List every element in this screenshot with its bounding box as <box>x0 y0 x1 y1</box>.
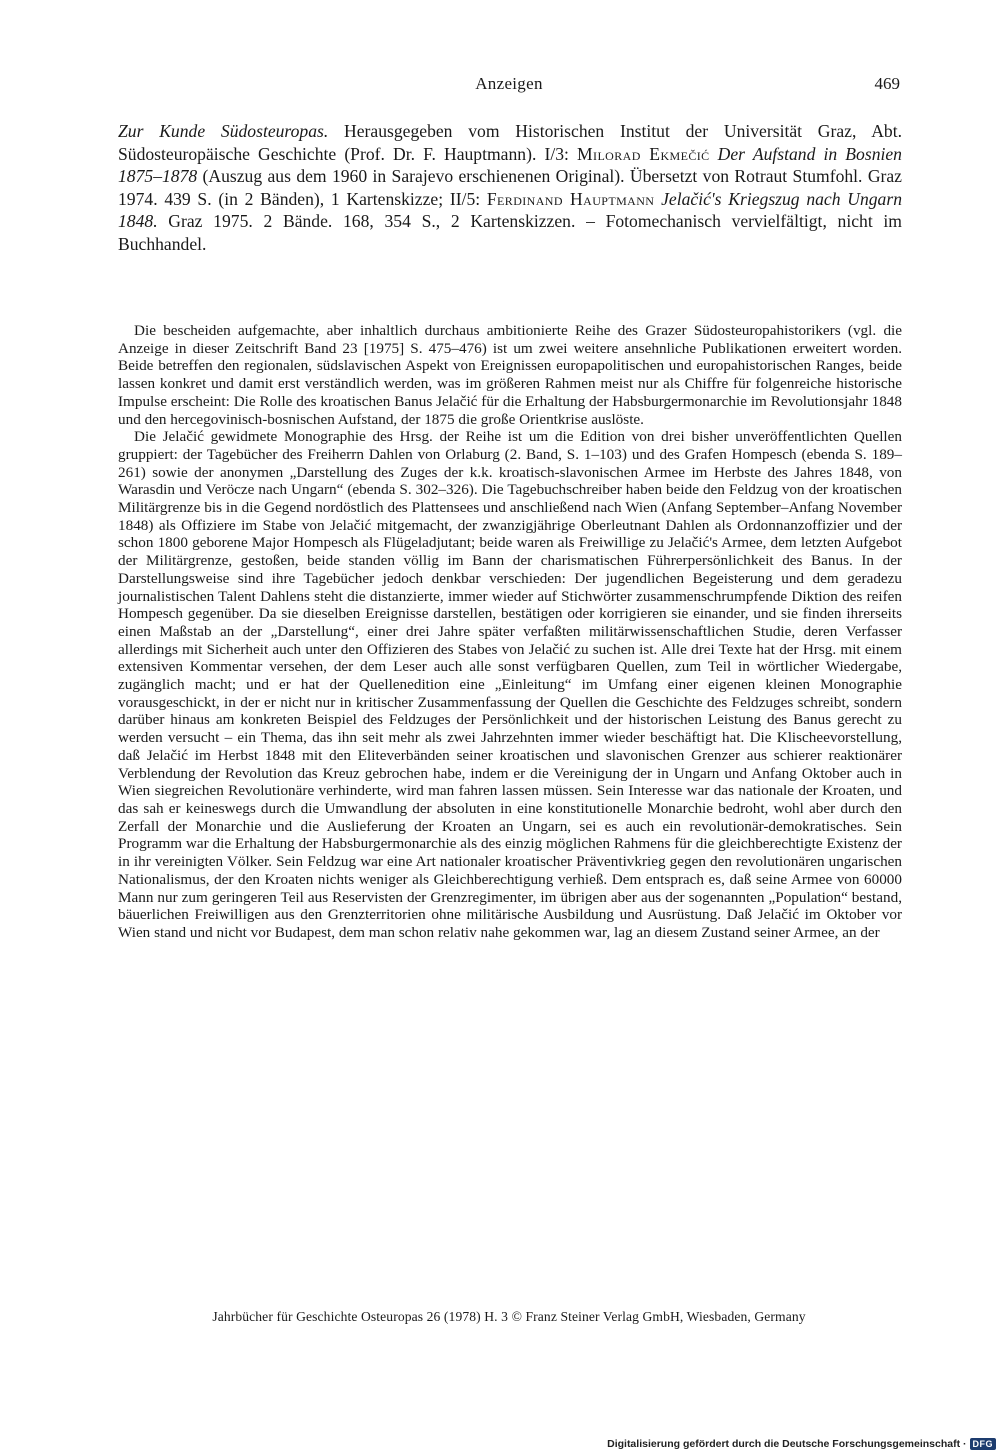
series-title: Zur Kunde Südosteuropas. <box>118 121 329 141</box>
publisher-info: Herausgegeben vom Historischen Institut der Universität Graz, Abt. Südosteuropäische Geschichte (Prof. Dr. F. Hauptmann). I/3: <box>118 121 902 164</box>
review-body <box>118 322 902 942</box>
title-aufstand: Der Aufstand in Bosnien 1875–1878 <box>118 143 902 187</box>
page-header <box>118 74 900 98</box>
dfg-logo-icon: DFG <box>970 1438 997 1450</box>
digitization-note <box>607 1438 996 1450</box>
digitization-text: Digitalisierung gefördert durch die Deutsche Forschungsgemeinschaft · <box>607 1438 967 1450</box>
title-kriegszug: Jelačić's Kriegszug nach Ungarn 1848. <box>118 188 903 232</box>
paragraph-jelacic: Die Jelačić gewidmete Monographie des Hrsg. der Reihe ist um die Edition von drei bisher unveröffentlichten Quellen gruppiert: der Tagebücher des Freiherrn Dahlen von Orlaburg (2. Band, S. 1–103) und des Grafen Hompesch (ebenda S. 189–261) sowie der anonymen „Darstellung des Zuges der k.k. kroatisch-slavonischen Armee im Herbste des Jahres 1848, von Warasdin und Veröcze nach Ungarn“ (ebenda S. 302–326). Die Tagebuchschreiber haben beide den Feldzug von der kroatischen Militärgrenze bis in die Gegend nordöstlich des Plattensees und anschließend nach Wien (Anfang September–Anfang November 1848) als Offiziere im Stabe von Jelačić mitgemacht, der zwanzigjährige Oberleutnant Dahlen als Ordonnanzoffizier und der schon 1800 geborene Major Hompesch als Flügeladjutant; beide waren als Freiwillige zu Jelačić's Armee, dem letzten Aufgebot der Militärgrenze, gestoßen, beide standen völlig im Bann der charismatischen Führerpersönlichkeit des Banus. In der Darstellungsweise sind ihre Tagebücher jedoch denkbar verschieden: Der jugendlichen Begeisterung und dem geradezu journalistischen Talent Dahlens steht die distanzierte, immer wieder auf Stichwörter zusammenschrumpfende Diktion des reifen Hompesch gegenüber. Da sie dieselben Ereignisse darstellen, bestätigen oder korrigieren sie einander, und sie finden ihrerseits einen Maßstab an der „Darstellung“, einer drei Jahre später verfaßten militärwissenschaftlichen Studie, deren Verfasser allerdings mit Sicherheit auch unter den Offizieren des Stabes von Jelačić zu suchen ist. Alle drei Texte hat der Hrsg. mit einem extensiven Kommentar versehen, der dem Leser auch alle sonst verfügbaren Quellen, zum Teil in wörtlicher Wiedergabe, zugänglich macht; und er hat der Quellenedition eine „Einleitung“ im Umfang einer eigenen kleinen Monographie vorausgeschickt, in der er nicht nur in kritischer Zusammenfassung der Quellen die Geschichte des Feldzuges schreibt, sondern darüber hinaus am konkreten Beispiel des Feldzuges der Persönlichkeit und der historischen Leistung des Banus gerecht zu werden versucht – ein Thema, das ihn seit mehr als zwei Jahrzehnten immer wieder beschäftigt hat. Die Klischeevorstellung, daß Jelačić im Herbst 1848 mit den Eliteverbänden seiner kroatischen und slavonischen Grenzer aus schierer reaktionärer Verblendung der Revolution das Kreuz gebrochen habe, indem er die Vereinigung der in Ungarn und Anfang Oktober auch in Wien siegreichen Revolutionäre verhinderte, wird man fahren lassen müssen. Sein Interesse war das nationale der Kroaten, und das sah er keineswegs durch die Umwandlung der absoluten in eine konstitutionelle Monarchie bedroht, wohl aber durch den Zerfall der Monarchie und die Auslieferung der Kroaten an Ungarn, sei es auch ein revolutionär-demokratisches. Sein Programm war die Erhaltung der Habsburgermonarchie als des einzig möglichen Rahmens für die gleichberechtigte Existenz der in ihr vereinigten Völker. Sein Feldzug war eine Art nationaler kroatischer Präventivkrieg gegen den revolutionären ungarischen Nationalismus, der den Kroaten nichts weniger als Gleichberechtigung verhieß. Dem entsprach es, daß seine Armee von 60000 Mann nur zum geringeren Teil aus Reservisten der Grenzregimenter, im übrigen aber aus der sogenannten „Population“ bestand, bäuerlichen Freiwilligen aus den Grenzterritorien ohne militärische Ausbildung und Ausrüstung. Daß Jelačić im Oktober vor Wien stand und nicht vor Budapest, dem man schon relativ nahe gekommen war, lag an diesem Zustand seiner Armee, an der <box>118 428 902 941</box>
info-volume-2: Graz 1975. 2 Bände. 168, 354 S., 2 Kartenskizzen. – Fotomechanisch vervielfältigt, nicht im Buchhandel. <box>118 211 902 254</box>
info-volume-1: (Auszug aus dem 1960 in Sarajevo erschienenen Original). Übersetzt von Rotraut Stumfohl. Graz 1974. 439 S. (in 2 Bänden), 1 Kartenskizze; II/5: <box>118 166 902 209</box>
paragraph-intro: Die bescheiden aufgemachte, aber inhaltlich durchaus ambitionierte Reihe des Grazer Südosteuropahistorikers (vgl. die Anzeige in dieser Zeitschrift Band 23 [1975] S. 475–476) ist um zwei weitere ansehnliche Publikationen erweitert worden. Beide betreffen den regionalen, südslavischen Aspekt von Ereignissen europapolitischen und europahistorischen Ranges, beide lassen konkret und damit erst verständlich werden, was im größeren Rahmen meist nur als Chiffre für folgenreiche historische Impulse erscheint: Die Rolle des kroatischen Banus Jelačić für die Erhaltung der Habsburgermonarchie im Revolutionsjahr 1848 und den hercegovinisch-bosnischen Aufstand, der 1875 die große Orientkrise auslöste. <box>118 322 902 428</box>
author-hauptmann: Ferdinand Hauptmann <box>486 188 655 209</box>
journal-footer: Jahrbücher für Geschichte Osteuropas 26 (1978) H. 3 © Franz Steiner Verlag GmbH, Wiesbaden, Germany <box>212 1309 806 1324</box>
book-citation <box>118 120 902 256</box>
author-ekmecic: Milorad Ekmečić <box>577 143 710 164</box>
page-number: 469 <box>874 74 900 93</box>
running-title: Anzeigen <box>475 74 543 93</box>
